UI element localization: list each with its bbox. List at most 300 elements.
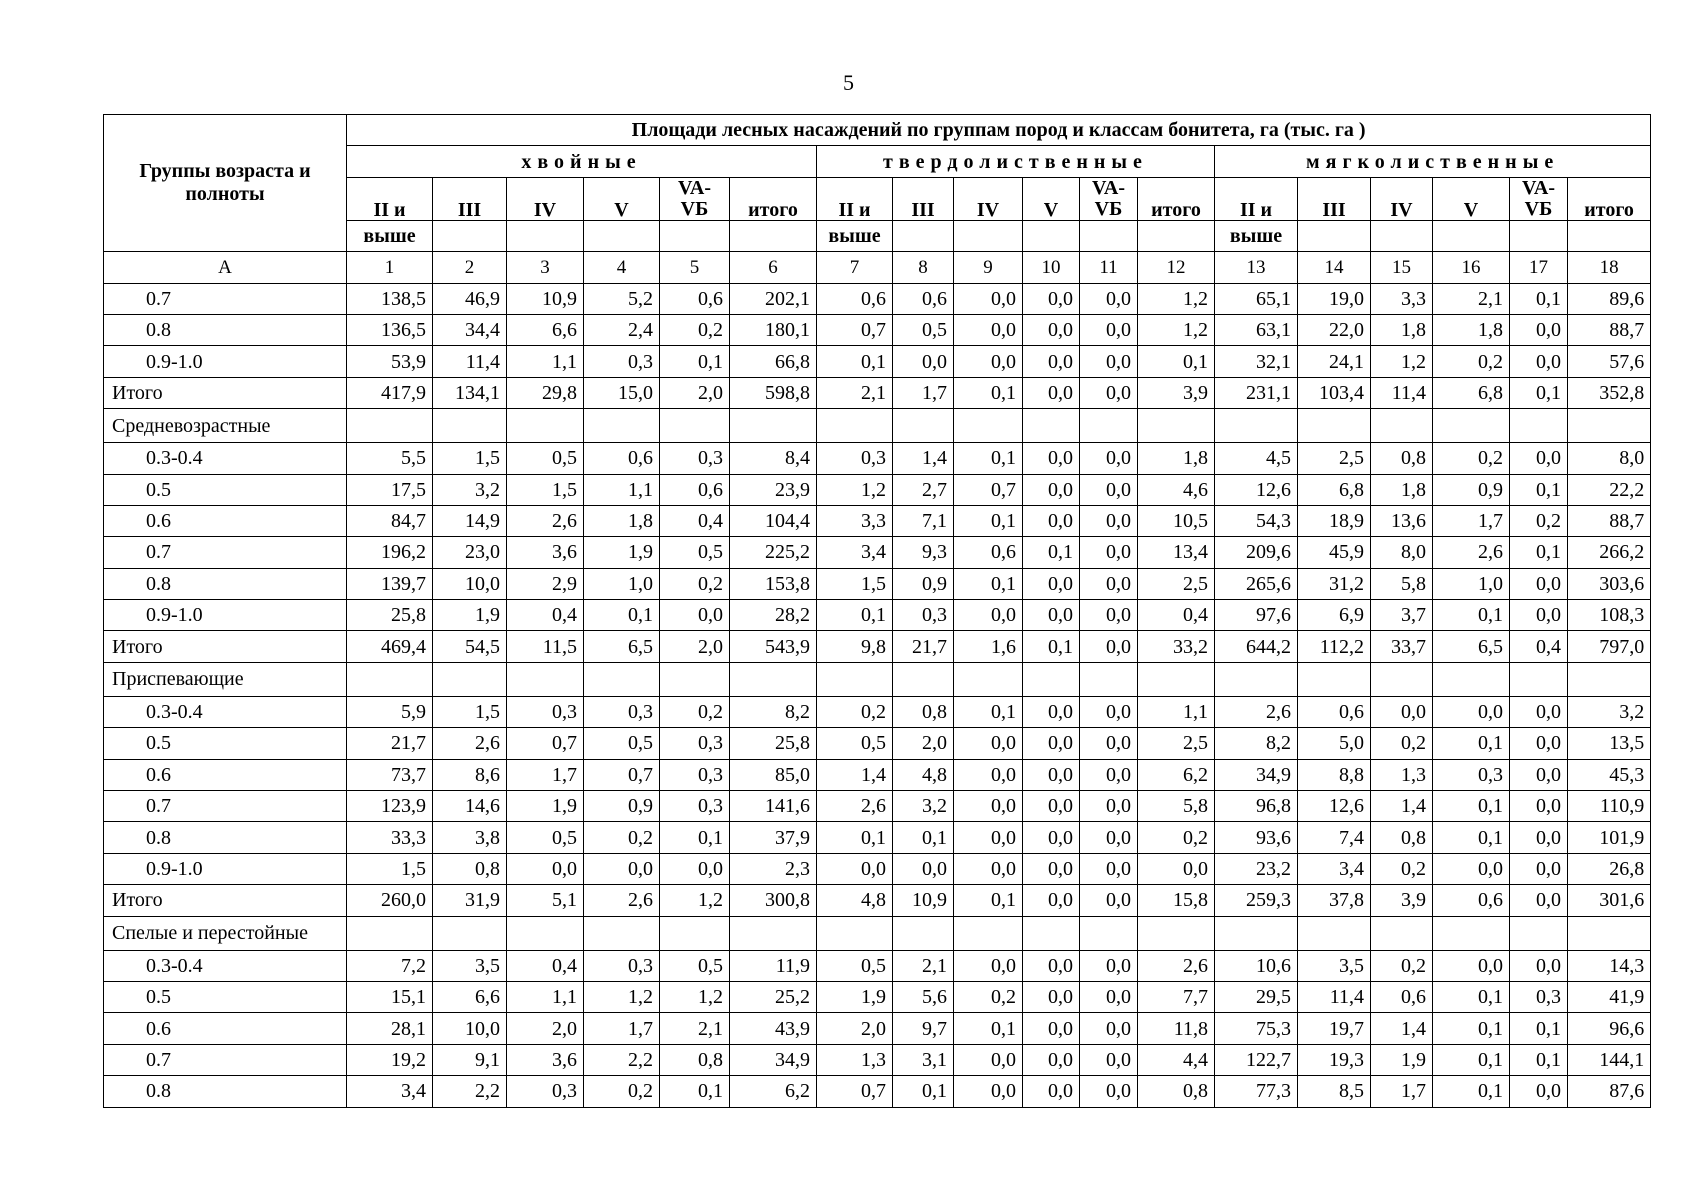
total-row [104, 377, 1651, 408]
value-cell: 0,6 [893, 283, 954, 314]
value-cell: 1,5 [433, 696, 507, 727]
value-cell: 6,2 [1138, 759, 1215, 790]
value-cell: 0,3 [584, 950, 660, 981]
empty-cell [1080, 409, 1138, 443]
value-cell: 1,2 [660, 981, 730, 1012]
value-cell: 0,3 [584, 696, 660, 727]
empty-cell [507, 662, 584, 696]
value-cell: 0,0 [1080, 791, 1138, 822]
value-cell: 0,0 [1080, 631, 1138, 662]
value-cell: 0,0 [1510, 759, 1568, 790]
value-cell: 4,6 [1138, 474, 1215, 505]
value-cell: 1,1 [584, 474, 660, 505]
value-cell: 3,4 [817, 537, 893, 568]
value-cell: 2,1 [893, 950, 954, 981]
value-cell: 0,4 [507, 950, 584, 981]
value-cell: 0,4 [1510, 631, 1568, 662]
group-header: твердолиственные [817, 146, 1215, 177]
empty-cell [584, 916, 660, 950]
header-blank-cell [954, 220, 1023, 251]
value-cell: 1,7 [507, 759, 584, 790]
value-cell: 0,0 [954, 1044, 1023, 1075]
value-cell: 96,8 [1215, 791, 1298, 822]
empty-cell [1138, 916, 1215, 950]
value-cell: 33,7 [1371, 631, 1433, 662]
table-row [104, 283, 1651, 314]
empty-cell [1510, 662, 1568, 696]
value-cell: 3,1 [893, 1044, 954, 1075]
table-row [104, 600, 1651, 631]
value-cell: 34,9 [1215, 759, 1298, 790]
row-label: 0.5 [104, 981, 347, 1012]
empty-cell [954, 662, 1023, 696]
empty-cell [1298, 916, 1371, 950]
value-cell: 122,7 [1215, 1044, 1298, 1075]
value-cell: 8,2 [1215, 728, 1298, 759]
value-cell: 0,7 [507, 728, 584, 759]
empty-cell [1080, 916, 1138, 950]
column-number: 18 [1568, 252, 1651, 283]
row-label: 0.9-1.0 [104, 346, 347, 377]
value-cell: 1,7 [893, 377, 954, 408]
value-cell: 0,2 [660, 696, 730, 727]
table-row [104, 822, 1651, 853]
value-cell: 33,3 [347, 822, 433, 853]
column-number: 1 [347, 252, 433, 283]
table-row [104, 1044, 1651, 1075]
value-cell: 0,0 [1510, 1076, 1568, 1107]
value-cell: 1,6 [954, 631, 1023, 662]
value-cell: 33,2 [1138, 631, 1215, 662]
value-cell: 17,5 [347, 474, 433, 505]
class-header: VA- VБ [1510, 177, 1568, 220]
value-cell: 0,1 [1510, 377, 1568, 408]
value-cell: 0,0 [1023, 283, 1080, 314]
total-row [104, 631, 1651, 662]
value-cell: 0,9 [893, 568, 954, 599]
value-cell: 0,0 [954, 1076, 1023, 1107]
value-cell: 0,0 [1023, 1013, 1080, 1044]
value-cell: 96,6 [1568, 1013, 1651, 1044]
value-cell: 0,0 [1023, 728, 1080, 759]
empty-cell [1371, 409, 1433, 443]
value-cell: 797,0 [1568, 631, 1651, 662]
class-header-continuation: выше [817, 220, 893, 251]
empty-cell [1215, 916, 1298, 950]
table-title: Площади лесных насаждений по группам пород и классам бонитета, га (тыс. га ) [347, 115, 1651, 146]
value-cell: 8,0 [1371, 537, 1433, 568]
value-cell: 0,0 [1433, 853, 1510, 884]
value-cell: 0,0 [1510, 822, 1568, 853]
class-header: VA- VБ [660, 177, 730, 220]
value-cell: 141,6 [730, 791, 817, 822]
value-cell: 5,9 [347, 696, 433, 727]
value-cell: 1,4 [817, 759, 893, 790]
row-label: 0.8 [104, 568, 347, 599]
table-row [104, 505, 1651, 536]
empty-cell [1298, 662, 1371, 696]
empty-cell [347, 409, 433, 443]
value-cell: 0,1 [954, 443, 1023, 474]
value-cell: 0,0 [1023, 443, 1080, 474]
empty-cell [1568, 409, 1651, 443]
value-cell: 0,0 [1023, 759, 1080, 790]
value-cell: 225,2 [730, 537, 817, 568]
class-header: IV [507, 177, 584, 220]
value-cell: 15,8 [1138, 885, 1215, 916]
value-cell: 0,0 [1023, 696, 1080, 727]
value-cell: 0,3 [1433, 759, 1510, 790]
empty-cell [730, 409, 817, 443]
row-label: 0.3-0.4 [104, 443, 347, 474]
empty-cell [584, 409, 660, 443]
value-cell: 5,8 [1371, 568, 1433, 599]
value-cell: 1,0 [584, 568, 660, 599]
value-cell: 0,0 [1080, 728, 1138, 759]
value-cell: 0,0 [1510, 696, 1568, 727]
value-cell: 1,8 [584, 505, 660, 536]
empty-cell [584, 662, 660, 696]
value-cell: 19,7 [1298, 1013, 1371, 1044]
header-blank-cell [1298, 220, 1371, 251]
empty-cell [954, 916, 1023, 950]
value-cell: 0,0 [1080, 1013, 1138, 1044]
value-cell: 0,5 [660, 537, 730, 568]
value-cell: 0,0 [954, 822, 1023, 853]
value-cell: 9,3 [893, 537, 954, 568]
value-cell: 1,5 [817, 568, 893, 599]
empty-cell [1568, 916, 1651, 950]
value-cell: 2,6 [1433, 537, 1510, 568]
value-cell: 259,3 [1215, 885, 1298, 916]
value-cell: 29,8 [507, 377, 584, 408]
table-row [104, 537, 1651, 568]
column-number: 9 [954, 252, 1023, 283]
value-cell: 469,4 [347, 631, 433, 662]
value-cell: 8,6 [433, 759, 507, 790]
empty-cell [1371, 916, 1433, 950]
empty-cell [954, 409, 1023, 443]
column-letter: А [104, 252, 347, 283]
value-cell: 0,0 [893, 346, 954, 377]
value-cell: 1,2 [817, 474, 893, 505]
value-cell: 0,6 [1371, 981, 1433, 1012]
value-cell: 4,8 [893, 759, 954, 790]
value-cell: 0,0 [1080, 1044, 1138, 1075]
value-cell: 0,0 [1080, 981, 1138, 1012]
value-cell: 0,3 [660, 728, 730, 759]
value-cell: 0,0 [1080, 600, 1138, 631]
value-cell: 0,0 [1080, 505, 1138, 536]
header-blank-cell [1371, 220, 1433, 251]
value-cell: 2,6 [507, 505, 584, 536]
value-cell: 1,9 [817, 981, 893, 1012]
value-cell: 25,2 [730, 981, 817, 1012]
empty-cell [1138, 662, 1215, 696]
empty-cell [730, 916, 817, 950]
row-label: Итого [104, 377, 347, 408]
row-label: Итого [104, 631, 347, 662]
empty-cell [347, 662, 433, 696]
empty-cell [507, 916, 584, 950]
value-cell: 54,3 [1215, 505, 1298, 536]
value-cell: 8,5 [1298, 1076, 1371, 1107]
value-cell: 0,0 [1138, 853, 1215, 884]
value-cell: 0,3 [660, 791, 730, 822]
value-cell: 0,1 [1433, 600, 1510, 631]
header-blank-cell [433, 220, 507, 251]
value-cell: 23,0 [433, 537, 507, 568]
value-cell: 0,9 [584, 791, 660, 822]
row-label: 0.9-1.0 [104, 853, 347, 884]
value-cell: 0,1 [817, 822, 893, 853]
value-cell: 0,8 [660, 1044, 730, 1075]
value-cell: 0,3 [507, 696, 584, 727]
value-cell: 0,5 [893, 314, 954, 345]
value-cell: 25,8 [730, 728, 817, 759]
value-cell: 0,6 [584, 443, 660, 474]
value-cell: 45,3 [1568, 759, 1651, 790]
value-cell: 0,1 [1510, 537, 1568, 568]
value-cell: 1,5 [347, 853, 433, 884]
value-cell: 18,9 [1298, 505, 1371, 536]
value-cell: 11,5 [507, 631, 584, 662]
value-cell: 1,7 [1433, 505, 1510, 536]
class-header: итого [1568, 177, 1651, 220]
value-cell: 0,0 [1023, 314, 1080, 345]
value-cell: 0,0 [1023, 377, 1080, 408]
value-cell: 0,0 [1510, 346, 1568, 377]
value-cell: 0,1 [1433, 1076, 1510, 1107]
value-cell: 2,5 [1138, 728, 1215, 759]
value-cell: 0,6 [660, 474, 730, 505]
value-cell: 0,2 [660, 568, 730, 599]
value-cell: 0,1 [660, 822, 730, 853]
value-cell: 644,2 [1215, 631, 1298, 662]
value-cell: 19,2 [347, 1044, 433, 1075]
value-cell: 14,6 [433, 791, 507, 822]
value-cell: 0,6 [1298, 696, 1371, 727]
value-cell: 37,8 [1298, 885, 1371, 916]
value-cell: 3,9 [1371, 885, 1433, 916]
value-cell: 0,1 [1510, 1044, 1568, 1075]
value-cell: 6,5 [584, 631, 660, 662]
value-cell: 0,0 [1510, 568, 1568, 599]
value-cell: 0,1 [954, 1013, 1023, 1044]
column-number: 17 [1510, 252, 1568, 283]
value-cell: 14,9 [433, 505, 507, 536]
value-cell: 2,2 [584, 1044, 660, 1075]
value-cell: 88,7 [1568, 314, 1651, 345]
page-number: 5 [843, 70, 854, 95]
empty-cell [347, 916, 433, 950]
value-cell: 2,1 [660, 1013, 730, 1044]
value-cell: 3,5 [433, 950, 507, 981]
value-cell: 0,1 [1023, 631, 1080, 662]
empty-cell [1298, 409, 1371, 443]
value-cell: 1,4 [893, 443, 954, 474]
value-cell: 0,0 [1080, 314, 1138, 345]
value-cell: 0,0 [1433, 696, 1510, 727]
value-cell: 0,2 [1433, 443, 1510, 474]
empty-cell [1138, 409, 1215, 443]
row-label: Спелые и перестойные [104, 916, 347, 950]
value-cell: 0,1 [954, 885, 1023, 916]
value-cell: 0,2 [1371, 853, 1433, 884]
value-cell: 0,4 [507, 600, 584, 631]
value-cell: 1,9 [507, 791, 584, 822]
value-cell: 0,7 [954, 474, 1023, 505]
empty-cell [893, 662, 954, 696]
value-cell: 2,5 [1138, 568, 1215, 599]
value-cell: 19,0 [1298, 283, 1371, 314]
value-cell: 11,9 [730, 950, 817, 981]
header-blank-cell [1138, 220, 1215, 251]
row-label: 0.7 [104, 1044, 347, 1075]
value-cell: 0,1 [1433, 791, 1510, 822]
row-label: 0.6 [104, 505, 347, 536]
value-cell: 28,2 [730, 600, 817, 631]
value-cell: 352,8 [1568, 377, 1651, 408]
value-cell: 24,1 [1298, 346, 1371, 377]
value-cell: 89,6 [1568, 283, 1651, 314]
value-cell: 8,4 [730, 443, 817, 474]
column-number: 12 [1138, 252, 1215, 283]
value-cell: 0,0 [1371, 696, 1433, 727]
value-cell: 0,4 [660, 505, 730, 536]
value-cell: 0,7 [817, 314, 893, 345]
empty-cell [817, 916, 893, 950]
class-header: III [433, 177, 507, 220]
value-cell: 0,1 [1023, 537, 1080, 568]
column-number: 7 [817, 252, 893, 283]
table-row [104, 759, 1651, 790]
value-cell: 2,6 [584, 885, 660, 916]
value-cell: 0,0 [1433, 950, 1510, 981]
value-cell: 10,0 [433, 568, 507, 599]
empty-cell [1080, 662, 1138, 696]
header-blank-cell [1023, 220, 1080, 251]
column-number: 16 [1433, 252, 1510, 283]
column-number: 3 [507, 252, 584, 283]
value-cell: 63,1 [1215, 314, 1298, 345]
value-cell: 0,0 [1023, 568, 1080, 599]
value-cell: 2,2 [433, 1076, 507, 1107]
value-cell: 2,7 [893, 474, 954, 505]
value-cell: 196,2 [347, 537, 433, 568]
empty-cell [893, 916, 954, 950]
value-cell: 202,1 [730, 283, 817, 314]
value-cell: 0,1 [1433, 1044, 1510, 1075]
value-cell: 3,6 [507, 537, 584, 568]
section-row [104, 409, 1651, 443]
value-cell: 0,0 [1080, 443, 1138, 474]
value-cell: 0,1 [1433, 1013, 1510, 1044]
value-cell: 2,6 [1138, 950, 1215, 981]
value-cell: 0,0 [660, 853, 730, 884]
row-label: 0.6 [104, 1013, 347, 1044]
value-cell: 7,7 [1138, 981, 1215, 1012]
value-cell: 5,1 [507, 885, 584, 916]
value-cell: 0,2 [660, 314, 730, 345]
value-cell: 1,8 [1371, 314, 1433, 345]
value-cell: 54,5 [433, 631, 507, 662]
class-header: II и [817, 177, 893, 220]
class-header: II и [1215, 177, 1298, 220]
row-label: 0.8 [104, 1076, 347, 1107]
row-label: 0.8 [104, 314, 347, 345]
value-cell: 5,6 [893, 981, 954, 1012]
value-cell: 31,9 [433, 885, 507, 916]
class-header: VA- VБ [1080, 177, 1138, 220]
class-header: III [893, 177, 954, 220]
value-cell: 0,0 [1080, 537, 1138, 568]
group-header: хвойные [347, 146, 817, 177]
row-label: 0.3-0.4 [104, 696, 347, 727]
value-cell: 112,2 [1298, 631, 1371, 662]
value-cell: 5,0 [1298, 728, 1371, 759]
row-label: 0.5 [104, 728, 347, 759]
value-cell: 6,2 [730, 1076, 817, 1107]
class-header: IV [954, 177, 1023, 220]
value-cell: 0,0 [1080, 696, 1138, 727]
table-row [104, 853, 1651, 884]
total-row [104, 885, 1651, 916]
value-cell: 0,4 [1138, 600, 1215, 631]
value-cell: 6,8 [1433, 377, 1510, 408]
value-cell: 1,4 [1371, 791, 1433, 822]
value-cell: 0,0 [1080, 822, 1138, 853]
value-cell: 2,5 [1298, 443, 1371, 474]
column-number: 4 [584, 252, 660, 283]
value-cell: 0,5 [817, 950, 893, 981]
value-cell: 0,0 [1080, 283, 1138, 314]
value-cell: 300,8 [730, 885, 817, 916]
value-cell: 0,8 [433, 853, 507, 884]
class-header: V [1433, 177, 1510, 220]
empty-cell [433, 409, 507, 443]
value-cell: 0,0 [1510, 853, 1568, 884]
value-cell: 0,0 [1023, 791, 1080, 822]
row-label: 0.8 [104, 822, 347, 853]
value-cell: 1,0 [1433, 568, 1510, 599]
value-cell: 8,8 [1298, 759, 1371, 790]
value-cell: 0,0 [954, 346, 1023, 377]
value-cell: 46,9 [433, 283, 507, 314]
value-cell: 0,0 [954, 950, 1023, 981]
value-cell: 1,2 [1371, 346, 1433, 377]
value-cell: 139,7 [347, 568, 433, 599]
empty-cell [660, 916, 730, 950]
value-cell: 1,8 [1433, 314, 1510, 345]
column-number: 6 [730, 252, 817, 283]
value-cell: 0,3 [893, 600, 954, 631]
value-cell: 0,0 [1510, 314, 1568, 345]
value-cell: 3,5 [1298, 950, 1371, 981]
row-group-header: Группы возраста и полноты [104, 115, 347, 252]
value-cell: 34,9 [730, 1044, 817, 1075]
value-cell: 2,0 [660, 631, 730, 662]
value-cell: 25,8 [347, 600, 433, 631]
forest-area-table [103, 114, 1651, 1108]
value-cell: 0,0 [1023, 474, 1080, 505]
value-cell: 3,2 [433, 474, 507, 505]
value-cell: 31,2 [1298, 568, 1371, 599]
value-cell: 0,1 [817, 346, 893, 377]
empty-cell [1023, 409, 1080, 443]
value-cell: 0,0 [954, 283, 1023, 314]
table-row [104, 346, 1651, 377]
